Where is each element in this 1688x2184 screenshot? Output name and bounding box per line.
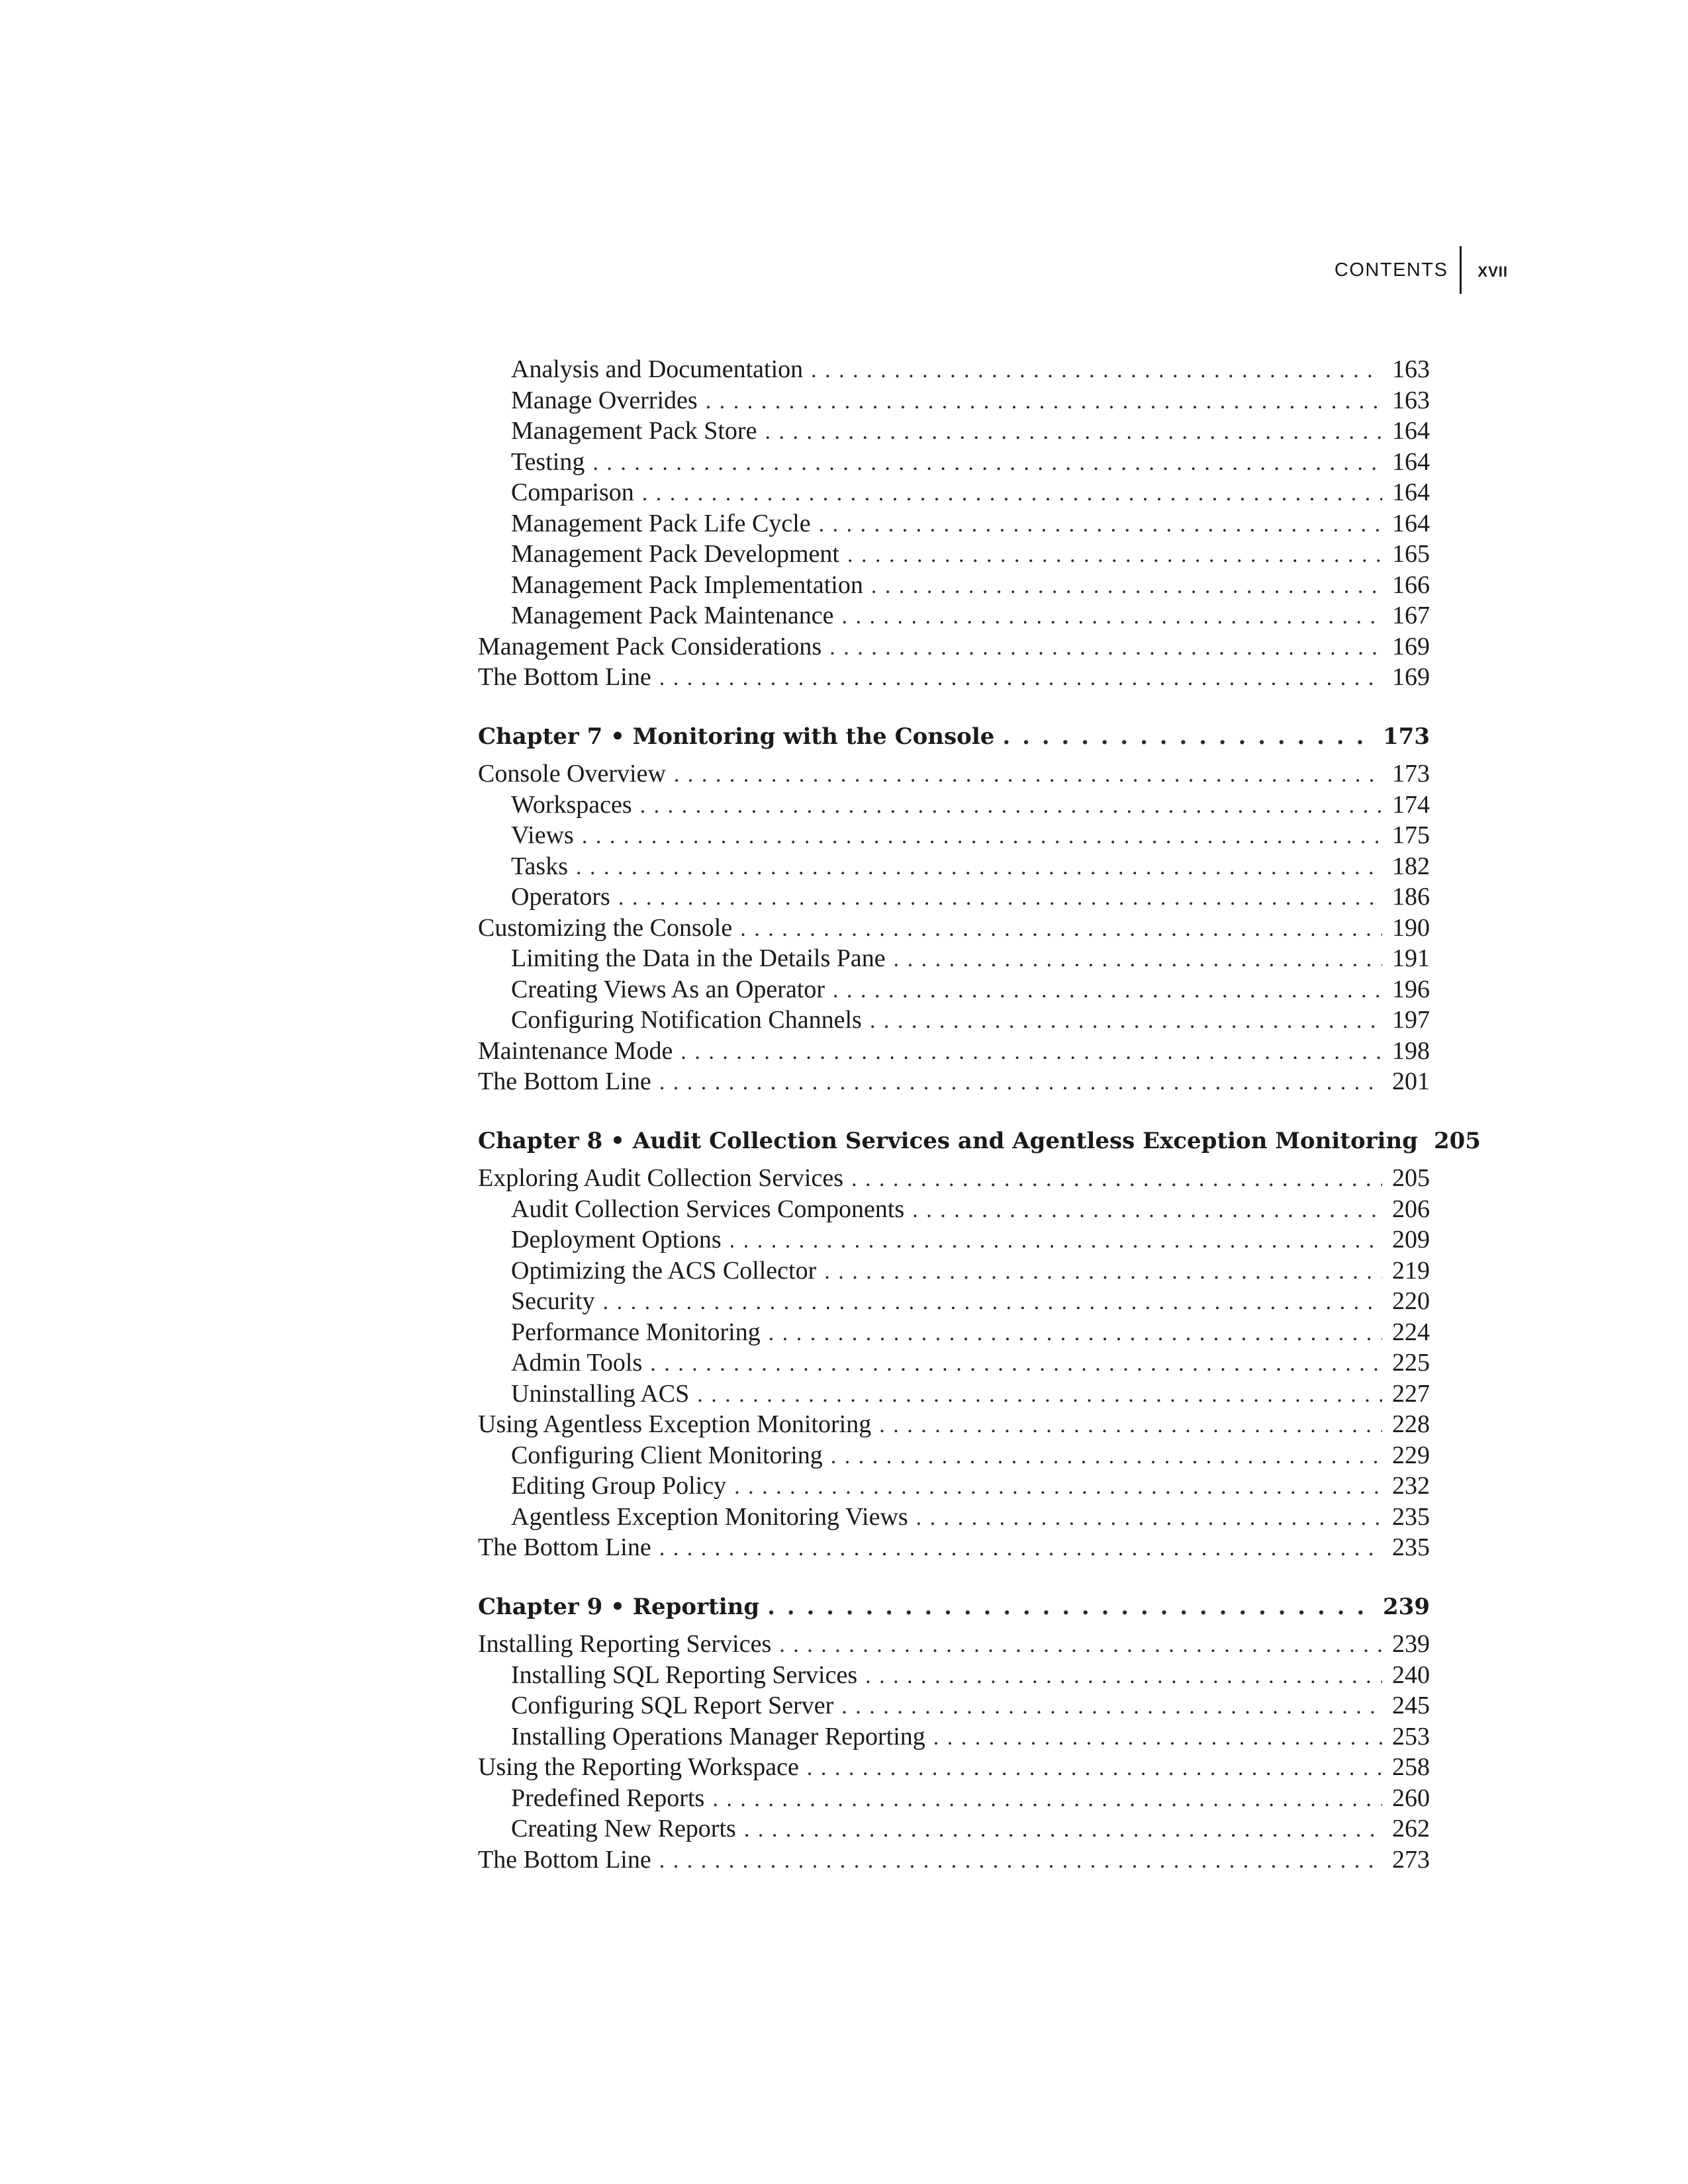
entry-page-number: 253 [1392, 1722, 1430, 1751]
dot-leader [779, 1629, 1382, 1659]
dot-leader [650, 1348, 1382, 1377]
dot-leader [1002, 723, 1375, 750]
dot-leader [819, 509, 1382, 538]
dot-leader [712, 1784, 1382, 1813]
page-number: xvii [1477, 258, 1508, 281]
toc-subentry[interactable] [478, 1471, 1430, 1502]
entry-title: Management Pack Considerations [478, 632, 822, 660]
dot-leader [769, 1318, 1382, 1347]
entry-page-number: 166 [1392, 570, 1430, 599]
dot-leader [576, 852, 1382, 881]
toc-subentry[interactable] [478, 882, 1430, 913]
dot-leader [744, 1814, 1382, 1843]
toc-subentry[interactable] [478, 1005, 1430, 1036]
entry-page-number: 169 [1392, 632, 1430, 660]
entry-page-number: 239 [1392, 1630, 1430, 1658]
entry-title: Configuring Notification Channels [511, 1006, 862, 1034]
toc-subentry[interactable] [478, 1287, 1430, 1318]
entry-title: The Bottom Line [478, 1845, 651, 1874]
entry-page-number: 174 [1392, 790, 1430, 819]
dot-leader [592, 447, 1382, 477]
dot-leader [871, 570, 1382, 600]
entry-page-number: 186 [1392, 883, 1430, 911]
entry-title: Agentless Exception Monitoring Views [511, 1502, 908, 1531]
entry-page-number: 209 [1392, 1226, 1430, 1253]
entry-title: Testing [511, 447, 585, 476]
entry-title: Management Pack Maintenance [511, 602, 834, 629]
dot-leader [824, 1256, 1382, 1285]
toc-subentry[interactable] [478, 1318, 1430, 1349]
chapter-title: Chapter 8 • Audit Collection Services and Agentless Exception Monitoring [478, 1127, 1418, 1154]
entry-page-number: 201 [1392, 1068, 1430, 1095]
dot-leader [865, 1661, 1382, 1690]
dot-leader [642, 478, 1382, 507]
toc-subentry[interactable] [478, 509, 1430, 540]
toc-subentry[interactable] [478, 1722, 1430, 1753]
entry-page-number: 219 [1392, 1256, 1430, 1285]
entry-page-number: 163 [1392, 355, 1430, 383]
entry-page-number: 224 [1392, 1318, 1430, 1346]
dot-leader [831, 1441, 1382, 1470]
toc-subentry[interactable] [478, 1256, 1430, 1287]
toc-subentry[interactable] [478, 1661, 1430, 1692]
dot-leader [640, 790, 1382, 819]
toc-entry[interactable] [478, 1533, 1430, 1564]
table-of-contents [478, 355, 1481, 1876]
entry-title: Predefined Reports [511, 1784, 705, 1812]
entry-title: Creating Views As an Operator [511, 975, 825, 1003]
toc-entry[interactable] [478, 1036, 1430, 1068]
toc-subentry[interactable] [478, 478, 1430, 509]
entry-title: Exploring Audit Collection Services [478, 1164, 843, 1192]
toc-subentry[interactable] [478, 790, 1430, 821]
toc-subentry[interactable] [478, 570, 1430, 602]
toc-subentry[interactable] [478, 539, 1430, 570]
entry-title: Console Overview [478, 760, 666, 788]
entry-title: Uninstalling ACS [511, 1379, 690, 1408]
entry-page-number: 191 [1392, 944, 1430, 972]
entry-page-number: 198 [1392, 1036, 1430, 1065]
dot-leader [870, 1005, 1382, 1034]
entry-page-number: 258 [1392, 1753, 1430, 1781]
toc-subentry[interactable] [478, 416, 1430, 447]
entry-page-number: 182 [1392, 852, 1430, 880]
toc-entry[interactable] [478, 913, 1430, 944]
dot-leader [841, 601, 1382, 630]
entry-title: Admin Tools [511, 1349, 643, 1377]
entry-page-number: 206 [1392, 1195, 1430, 1223]
entry-page-number: 220 [1392, 1287, 1430, 1315]
toc-subentry[interactable] [478, 1502, 1430, 1533]
entry-title: The Bottom Line [478, 663, 651, 691]
running-head-label: CONTENTS [1334, 259, 1448, 281]
toc-entry[interactable] [478, 1845, 1430, 1876]
entry-page-number: 167 [1392, 602, 1430, 629]
entry-page-number: 235 [1392, 1502, 1430, 1531]
toc-subentry[interactable] [478, 1348, 1430, 1379]
entry-page-number: 196 [1392, 975, 1430, 1003]
entry-title: The Bottom Line [478, 1533, 651, 1561]
toc-subentry[interactable] [478, 1195, 1430, 1226]
toc-subentry[interactable] [478, 355, 1430, 386]
toc-subentry[interactable] [478, 1225, 1430, 1256]
dot-leader [582, 821, 1382, 850]
toc-entry[interactable] [478, 1752, 1430, 1784]
dot-leader [933, 1722, 1382, 1751]
dot-leader [829, 632, 1382, 661]
toc-entry[interactable] [478, 759, 1430, 790]
entry-title: Performance Monitoring [511, 1318, 761, 1346]
entry-title: Configuring Client Monitoring [511, 1441, 823, 1469]
entry-page-number: 245 [1392, 1692, 1430, 1719]
chapter-page-number: 205 [1433, 1127, 1481, 1154]
chapter-page-number: 239 [1383, 1593, 1430, 1620]
entry-title: Workspaces [511, 790, 632, 819]
chapter-title: Chapter 7 • Monitoring with the Console [478, 723, 995, 750]
toc-subentry[interactable] [478, 1379, 1430, 1410]
toc-entry[interactable] [478, 1163, 1430, 1195]
entry-title: Analysis and Documentation [511, 355, 804, 383]
chapter-heading[interactable] [478, 1127, 1481, 1159]
entry-title: Security [511, 1287, 595, 1315]
dot-leader [603, 1287, 1382, 1316]
toc-entry[interactable] [478, 1410, 1430, 1441]
entry-title: Management Pack Development [511, 540, 839, 568]
entry-page-number: 190 [1392, 913, 1430, 942]
dot-leader [833, 975, 1382, 1004]
entry-title: Management Pack Implementation [511, 570, 863, 599]
dot-leader [916, 1502, 1382, 1531]
entry-title: Configuring SQL Report Server [511, 1692, 834, 1719]
dot-leader [674, 759, 1382, 788]
chapter-heading[interactable] [478, 723, 1430, 754]
dot-leader [659, 1533, 1382, 1562]
dot-leader [807, 1752, 1382, 1782]
entry-page-number: 165 [1392, 540, 1430, 568]
entry-page-number: 197 [1392, 1006, 1430, 1034]
entry-page-number: 175 [1392, 821, 1430, 849]
entry-title: Installing Operations Manager Reporting [511, 1722, 925, 1751]
toc-subentry[interactable] [478, 1784, 1430, 1815]
entry-page-number: 229 [1392, 1441, 1430, 1469]
entry-page-number: 240 [1392, 1661, 1430, 1689]
entry-title: Management Pack Store [511, 417, 757, 445]
dot-leader [697, 1379, 1382, 1408]
entry-page-number: 227 [1392, 1379, 1430, 1408]
entry-title: Comparison [511, 478, 634, 506]
dot-leader [618, 882, 1382, 911]
entry-title: Views [511, 821, 574, 849]
entry-title: Audit Collection Services Components [511, 1195, 905, 1223]
dot-leader [659, 662, 1382, 692]
entry-page-number: 232 [1392, 1472, 1430, 1500]
toc-subentry[interactable] [478, 1441, 1430, 1472]
entry-title: Creating New Reports [511, 1815, 736, 1843]
toc-entry[interactable] [478, 662, 1430, 694]
entry-title: Using the Reporting Workspace [478, 1753, 799, 1781]
toc-subentry[interactable] [478, 821, 1430, 852]
toc-subentry[interactable] [478, 386, 1430, 417]
toc-subentry[interactable] [478, 601, 1430, 632]
dot-leader [765, 416, 1382, 445]
entry-page-number: 228 [1392, 1410, 1430, 1438]
dot-leader [659, 1067, 1382, 1096]
toc-subentry[interactable] [478, 975, 1430, 1006]
toc-entry[interactable] [478, 1067, 1430, 1098]
chapter-page-number: 173 [1383, 723, 1430, 750]
chapter-heading[interactable] [478, 1594, 1430, 1625]
entry-page-number: 260 [1392, 1784, 1430, 1812]
dot-leader [811, 355, 1382, 384]
entry-title: Deployment Options [511, 1226, 722, 1253]
entry-page-number: 163 [1392, 386, 1430, 414]
entry-title: Installing Reporting Services [478, 1630, 772, 1658]
toc-subentry[interactable] [478, 944, 1430, 975]
entry-page-number: 164 [1392, 509, 1430, 537]
toc-subentry[interactable] [478, 1814, 1430, 1845]
entry-title: Using Agentless Exception Monitoring [478, 1410, 872, 1438]
entry-page-number: 235 [1392, 1533, 1430, 1561]
entry-page-number: 205 [1392, 1164, 1430, 1192]
chapter-title: Chapter 9 • Reporting [478, 1593, 760, 1620]
entry-title: Editing Group Policy [511, 1472, 727, 1500]
entry-page-number: 273 [1392, 1845, 1430, 1874]
dot-leader [894, 944, 1382, 973]
dot-leader [706, 386, 1382, 415]
toc-entry[interactable] [478, 632, 1430, 663]
entry-title: The Bottom Line [478, 1068, 651, 1095]
dot-leader [729, 1225, 1382, 1254]
dot-leader [740, 913, 1382, 942]
entry-title: Maintenance Mode [478, 1036, 673, 1065]
dot-leader [912, 1195, 1382, 1224]
entry-title: Manage Overrides [511, 386, 698, 414]
dot-leader [680, 1036, 1382, 1066]
entry-title: Installing SQL Reporting Services [511, 1661, 858, 1689]
entry-page-number: 262 [1392, 1815, 1430, 1843]
running-head [1335, 246, 1508, 294]
entry-title: Management Pack Life Cycle [511, 509, 811, 537]
entry-page-number: 164 [1392, 447, 1430, 476]
entry-title: Tasks [511, 852, 569, 880]
toc-subentry[interactable] [478, 1691, 1430, 1722]
entry-title: Customizing the Console [478, 913, 733, 942]
toc-subentry[interactable] [478, 447, 1430, 478]
dot-leader [767, 1594, 1375, 1620]
entry-page-number: 164 [1392, 478, 1430, 506]
toc-subentry[interactable] [478, 852, 1430, 883]
entry-page-number: 225 [1392, 1349, 1430, 1377]
toc-entry[interactable] [478, 1629, 1430, 1661]
entry-title: Optimizing the ACS Collector [511, 1256, 817, 1285]
dot-leader [841, 1691, 1382, 1720]
entry-title: Operators [511, 883, 610, 911]
entry-page-number: 173 [1392, 760, 1430, 788]
dot-leader [851, 1163, 1382, 1193]
dot-leader [879, 1410, 1382, 1439]
entry-page-number: 164 [1392, 417, 1430, 445]
entry-title: Limiting the Data in the Details Pane [511, 944, 886, 972]
entry-page-number: 169 [1392, 663, 1430, 691]
dot-leader [847, 539, 1382, 569]
dot-leader [734, 1471, 1382, 1500]
dot-leader [659, 1845, 1382, 1874]
